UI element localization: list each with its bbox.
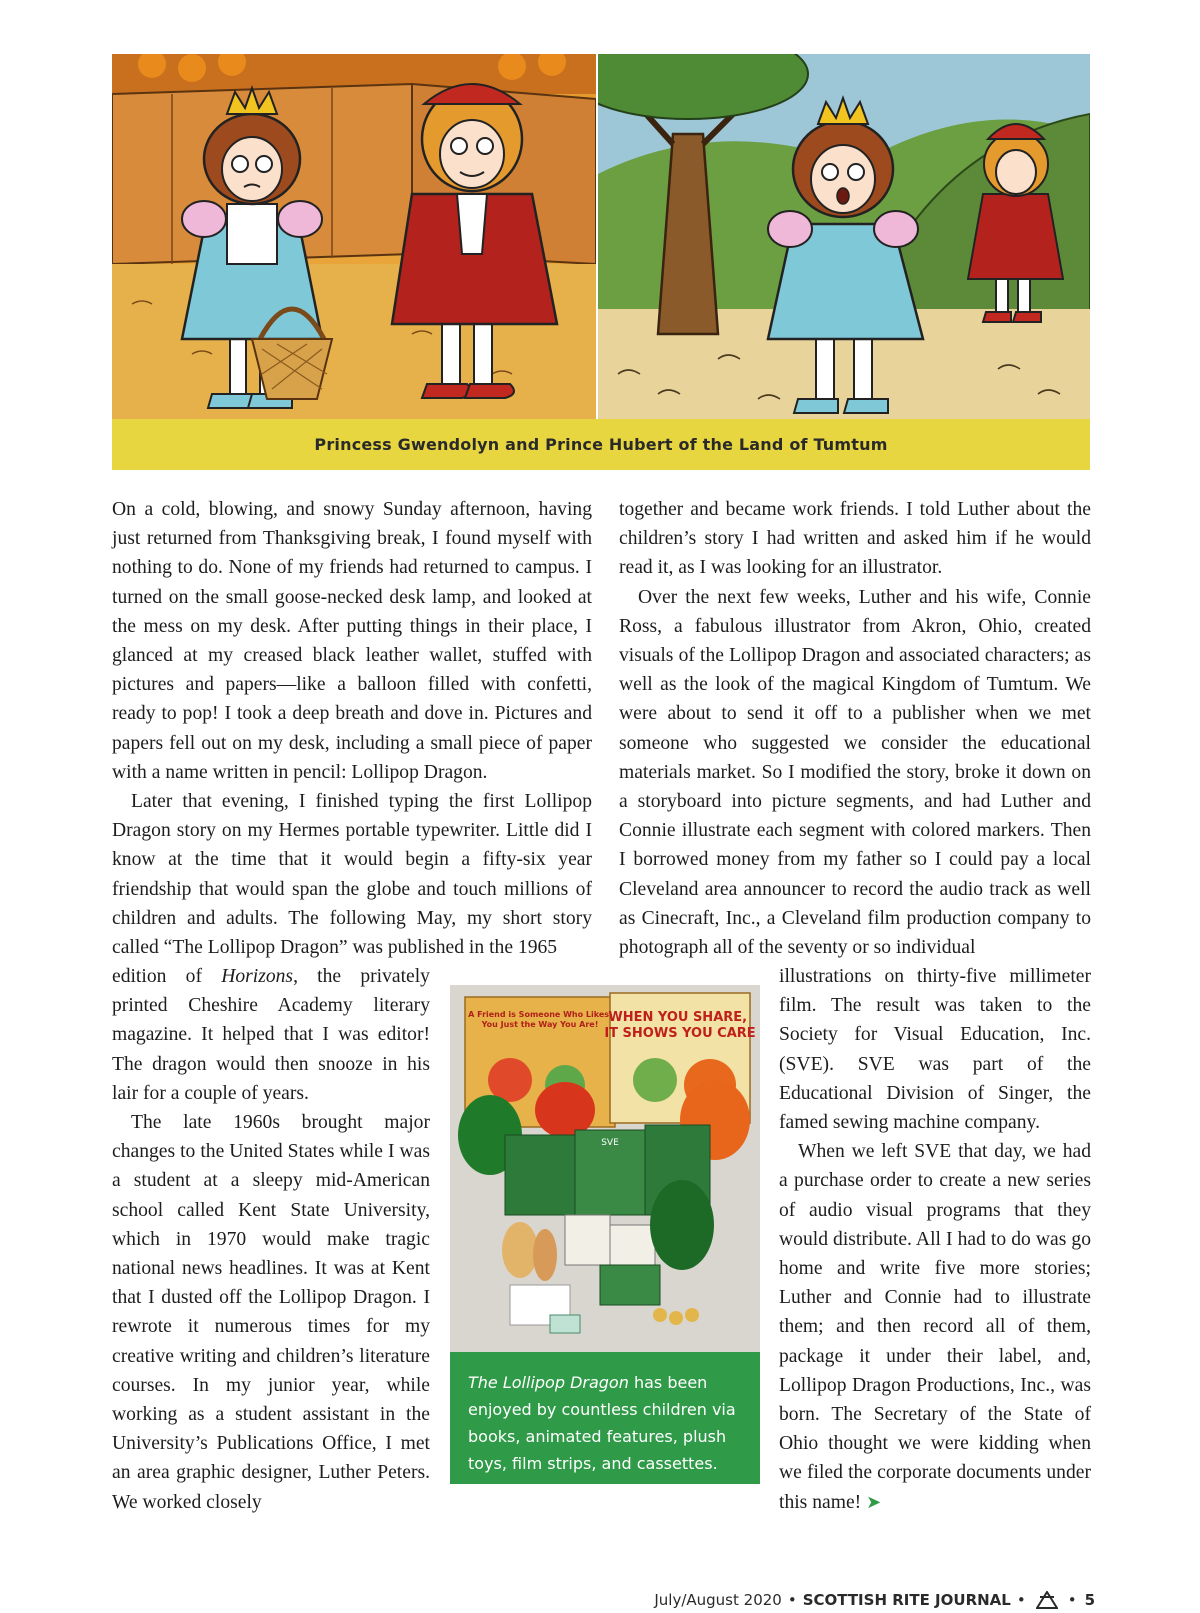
article-column-left-narrow (112, 962, 430, 1517)
text-span: When we left SVE that day, we had a purchase order to create a new series of audio visual programs that they would distribute. All I had to do was go home and write five more stories; Luther and Connie had to illustrate them; and then record all of them, package it under their label, and, Lollipop Dragon Productions, Inc., was born. The Secretary of the State of Ohio thought we were kidding when we filed the corporate documents under this name! (779, 1141, 1091, 1513)
page-number: 5 (1084, 1591, 1095, 1609)
illustration-panel-right (598, 54, 1090, 419)
caption-text: has been enjoyed by countless children via books, animated features, plush toys, film strips, and cassettes. (468, 1373, 736, 1473)
product-photo (450, 985, 760, 1352)
page-footer (654, 1588, 1095, 1612)
top-illustration (112, 54, 1090, 419)
text-span: edition of (112, 966, 222, 987)
product-photo-figure (450, 985, 760, 1484)
article-paragraph-continued: illustrations on thirty-five millimeter film. The result was taken to the Society for Visual Education, Inc. (SVE). SVE was part of the Educational Division of Singer, the famed sewing machine company. (779, 966, 1091, 1134)
bullet-separator: • (1016, 1591, 1026, 1609)
article-paragraph: The late 1960s brought major changes to the United States while I was a student at a sleepy mid-American school called Kent State University, which in 1970 would make tragic national news headlines. It was at Kent that I dusted off the Lollipop Dragon. I rewrote it numerous times for my creative writing and children’s literature courses. In my junior year, while working as a student assistant in the University’s Publications Office, I met an area graphic designer, Luther Peters. We worked closely (112, 1112, 430, 1513)
issue-date: July/August 2020 (654, 1591, 782, 1609)
top-image-caption: Princess Gwendolyn and Prince Hubert of the Land of Tumtum (112, 419, 1090, 470)
publication-title: Horizons (221, 966, 294, 987)
princess-prince-scene-left (112, 54, 596, 419)
article-paragraph: Later that evening, I finished typing the first Lollipop Dragon story on my Hermes portable typewriter. Little did I know at the time that it would begin a fifty-six year friendship that would span the globe and touch millions of children and adults. The following May, my short story called “The Lollipop Dragon” was published in the 1965 (112, 791, 592, 959)
book-right-title: WHEN YOU SHARE, IT SHOWS YOU CARE (604, 1010, 756, 1041)
article-paragraph (779, 1137, 1091, 1517)
article-column-left (112, 495, 592, 962)
princess-prince-scene-right (598, 54, 1090, 419)
lollipop-dragon-products-image (450, 985, 760, 1352)
box-label: SVE (601, 1138, 619, 1148)
article-paragraph-continued (112, 962, 430, 1108)
caption-title: The Lollipop Dragon (468, 1373, 629, 1392)
continue-arrow-icon: ➤ (866, 1491, 882, 1513)
bullet-separator: • (787, 1591, 797, 1609)
bullet-separator: • (1067, 1591, 1077, 1609)
text-span: , the privately printed Cheshire Academy literary magazine. It helped that I was editor! The dragon would then snooze in his lair for a couple of years. (112, 966, 430, 1104)
article-paragraph: Over the next few weeks, Luther and his wife, Connie Ross, a fabulous illustrator from Akron, Ohio, created visuals of the Lollipop Dragon and associated characters; as well as the look of the magical Kingdom of Tumtum. We were about to send it off to a publisher when we met someone who suggested we consider the educational materials market. So I modified the story, broke it down on a storyboard into picture segments, and had Luther and Connie illustrate each segment with colored markers. Then I borrowed money from my father so I could pay a local Cleveland area announcer to record the audio track as well as Cinecraft, Inc., a Cleveland film production company to photograph all of the seventy or so individual (619, 586, 1091, 959)
article-paragraph-continued: together and became work friends. I told Luther about the children’s story I had written and asked him if he would read it, as I was looking for an illustrator. (619, 499, 1091, 579)
product-photo-caption (450, 1352, 760, 1484)
journal-name: SCOTTISH RITE JOURNAL (802, 1591, 1011, 1609)
article-column-right-narrow (779, 962, 1091, 1517)
double-eagle-emblem-icon (1036, 1591, 1058, 1609)
article-paragraph: On a cold, blowing, and snowy Sunday afternoon, having just returned from Thanksgiving break, I found myself with nothing to do. None of my friends had returned to campus. I turned on the small goose-necked desk lamp, and looked at the mess on my desk. After putting things in their place, I glanced at my creased black leather wallet, stuffed with pictures and papers—like a balloon filled with confetti, ready to pop! I took a deep breath and dove in. Pictures and papers fell out on my desk, including a small piece of paper with a name written in pencil: Lollipop Dragon. (112, 499, 592, 783)
book-left-title: A Friend is Someone Who Likes You Just the Way You Are! (468, 1010, 610, 1029)
article-column-right (619, 495, 1091, 962)
illustration-panel-left (112, 54, 596, 419)
